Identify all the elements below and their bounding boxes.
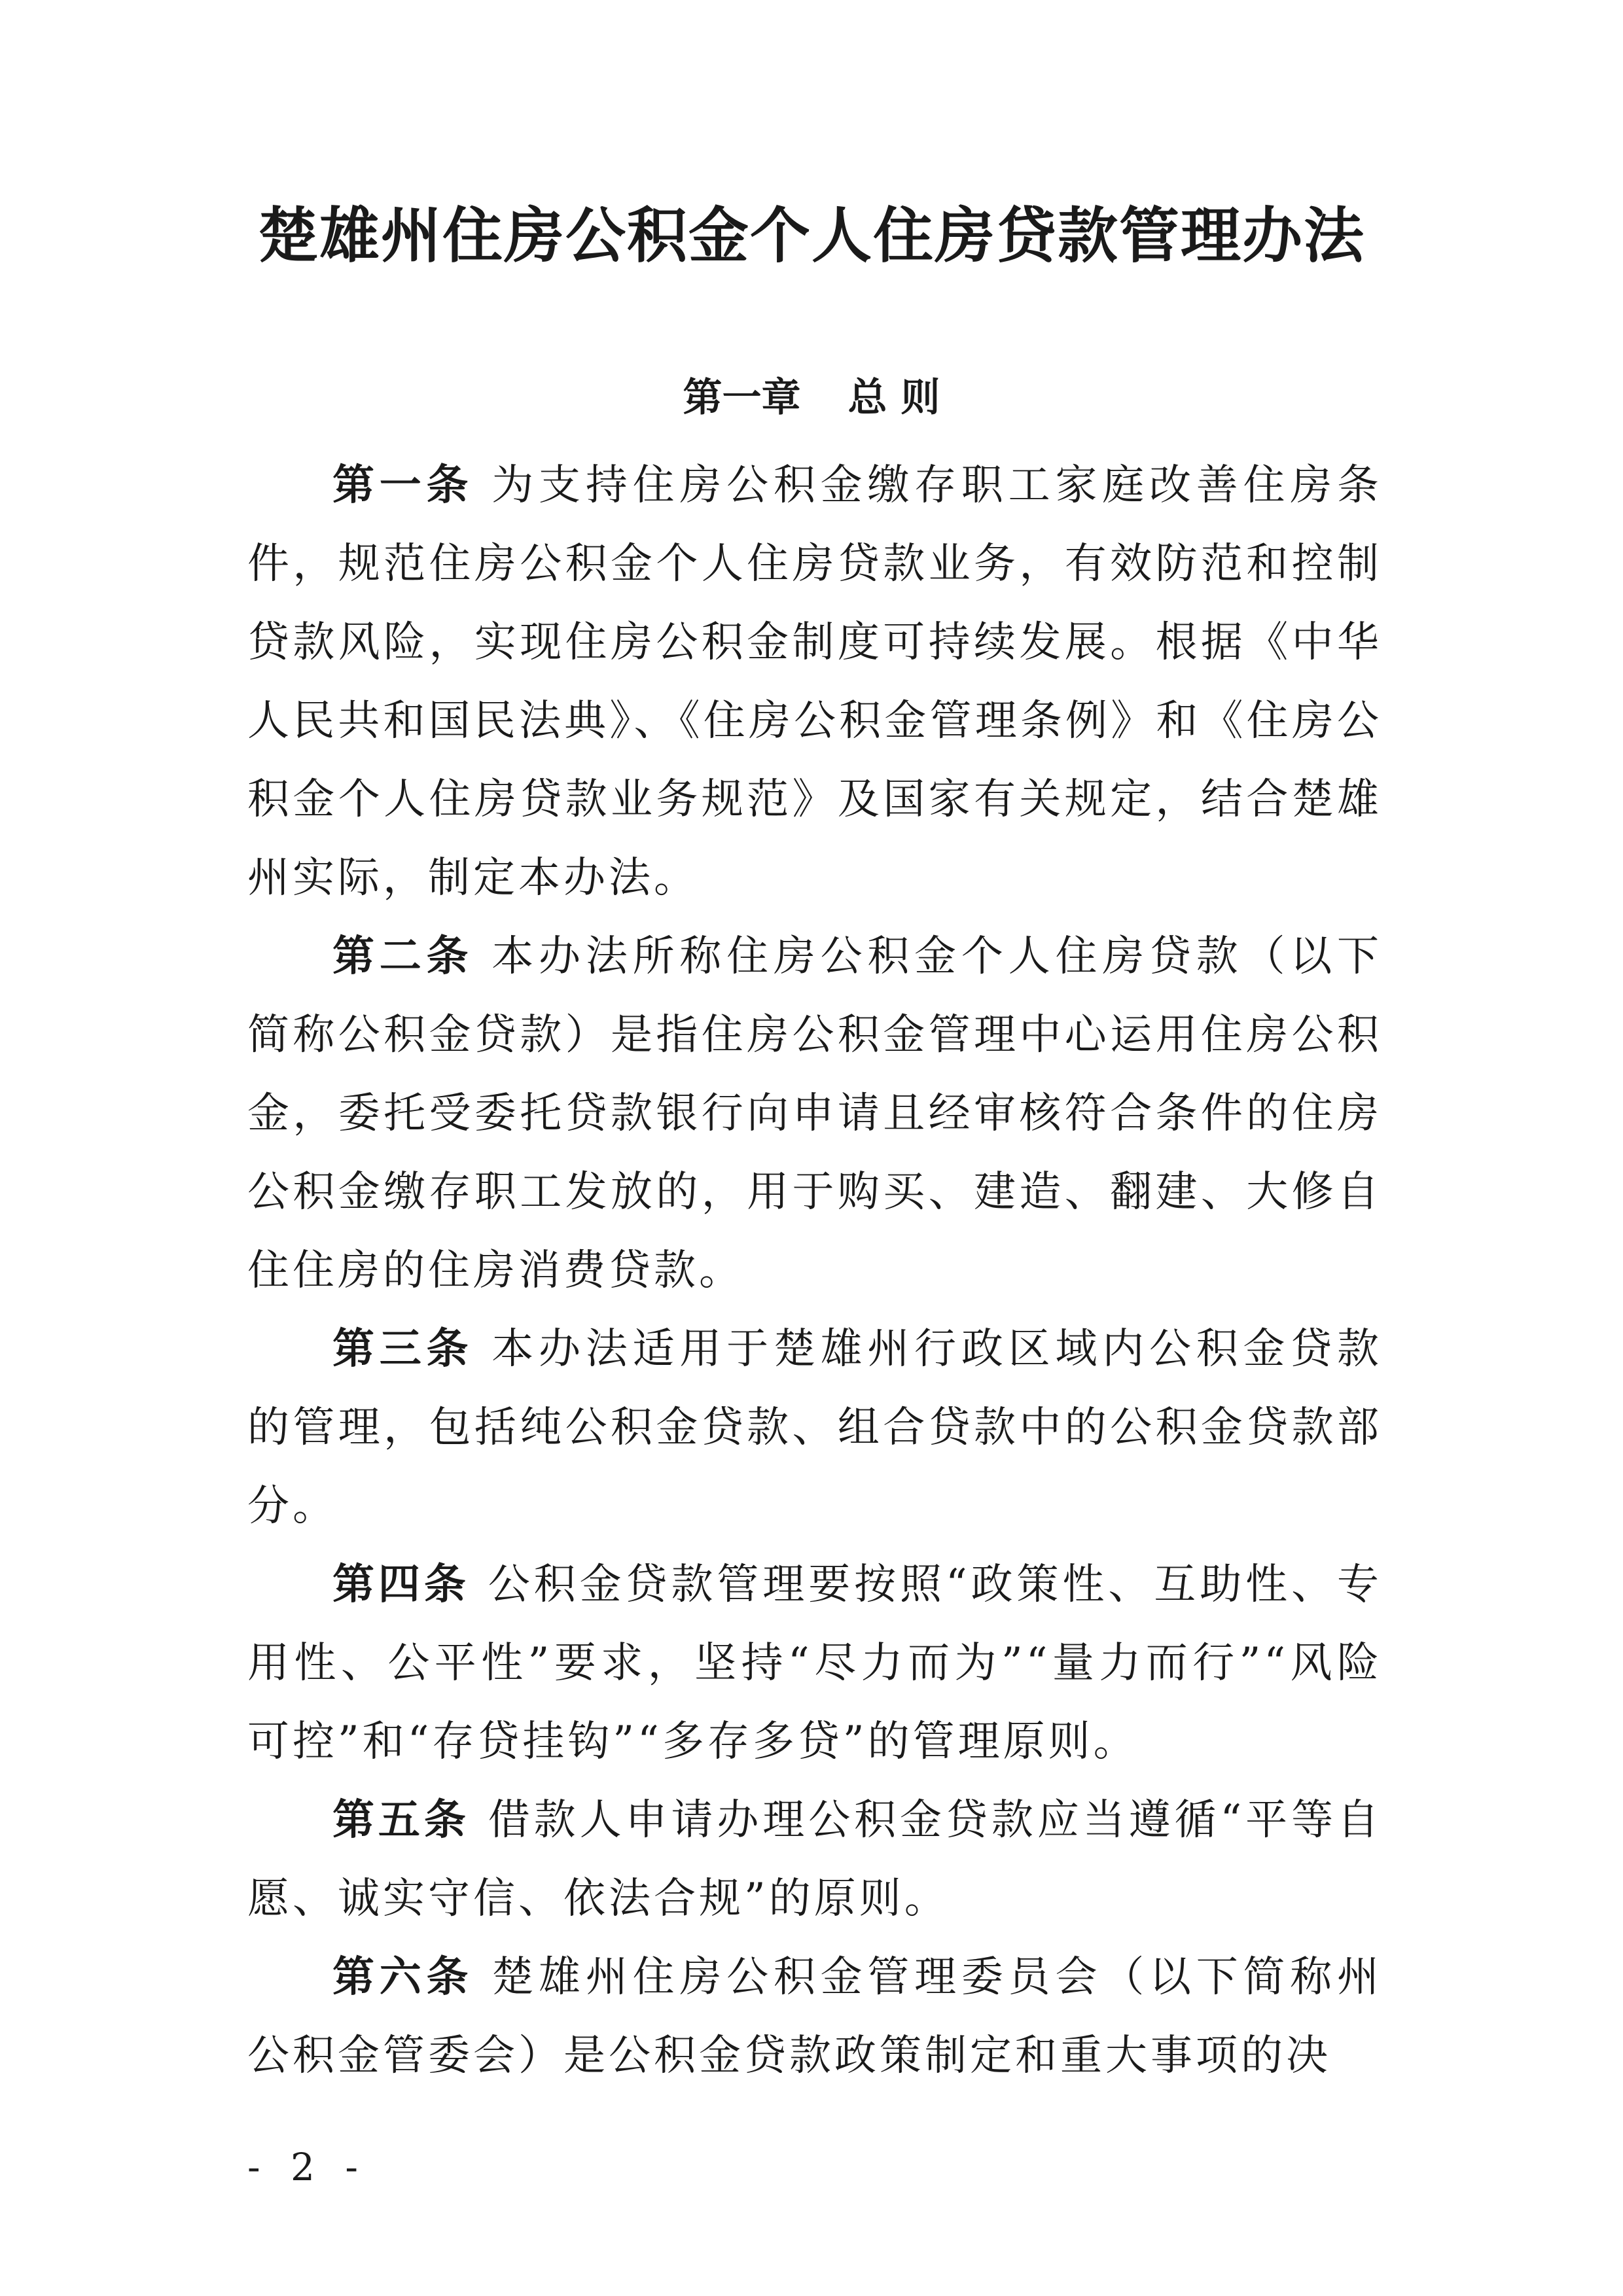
chapter-heading	[0, 365, 1623, 431]
article-3	[247, 1310, 1382, 1545]
document-title: 楚雄州住房公积金个人住房贷款管理办法	[257, 200, 1365, 271]
article-text: 为支持住房公积金缴存职工家庭改善住房条件，规范住房公积金个人住房贷款业务，有效防范和控制贷款风险，实现住房公积金制度可持续发展。根据《中华人民共和国民法典》、《住房公积金管理条例》和《住房公积金个人住房贷款业务规范》及国家有关规定，结合楚雄州实际，制定本办法。	[247, 461, 1383, 902]
article-label: 第五条	[332, 1795, 470, 1845]
article-text: 本办法所称住房公积金个人住房贷款（以下简称公积金贷款）是指住房公积金管理中心运用住房公积金，委托受委托贷款银行向申请且经审核符合条件的住房公积金缴存职工发放的，用于购买、建造、翻建、大修自住住房的住房消费贷款。	[247, 932, 1383, 1295]
article-5	[247, 1781, 1382, 1938]
article-text: 本办法适用于楚雄州行政区域内公积金贷款的管理，包括纯公积金贷款、组合贷款中的公积金贷款部分。	[247, 1325, 1383, 1530]
article-label: 第三条	[332, 1324, 474, 1373]
article-text: 楚雄州住房公积金管理委员会（以下简称州公积金管委会）是公积金贷款政策制定和重大事项的决	[247, 1953, 1383, 2080]
article-2	[247, 917, 1382, 1310]
article-6	[247, 1938, 1382, 2095]
article-label: 第四条	[332, 1560, 470, 1609]
document-body	[247, 446, 1382, 2095]
chapter-name: 总 则	[847, 375, 940, 421]
article-text: 借款人申请办理公积金贷款应当遵循“平等自愿、诚实守信、依法合规”的原则。	[247, 1796, 1382, 1923]
article-4	[247, 1545, 1382, 1781]
article-label: 第六条	[332, 1952, 474, 2002]
page-number: - 2 -	[247, 2145, 367, 2189]
chapter-number: 第一章	[683, 375, 801, 421]
article-label: 第一条	[332, 461, 474, 510]
article-label: 第二条	[332, 932, 474, 981]
article-1	[247, 446, 1382, 917]
article-text: 公积金贷款管理要按照“政策性、互助性、专用性、公平性”要求，坚持“尽力而为”“量力而行”“风险可控”和“存贷挂钩”“多存多贷”的管理原则。	[247, 1561, 1382, 1766]
